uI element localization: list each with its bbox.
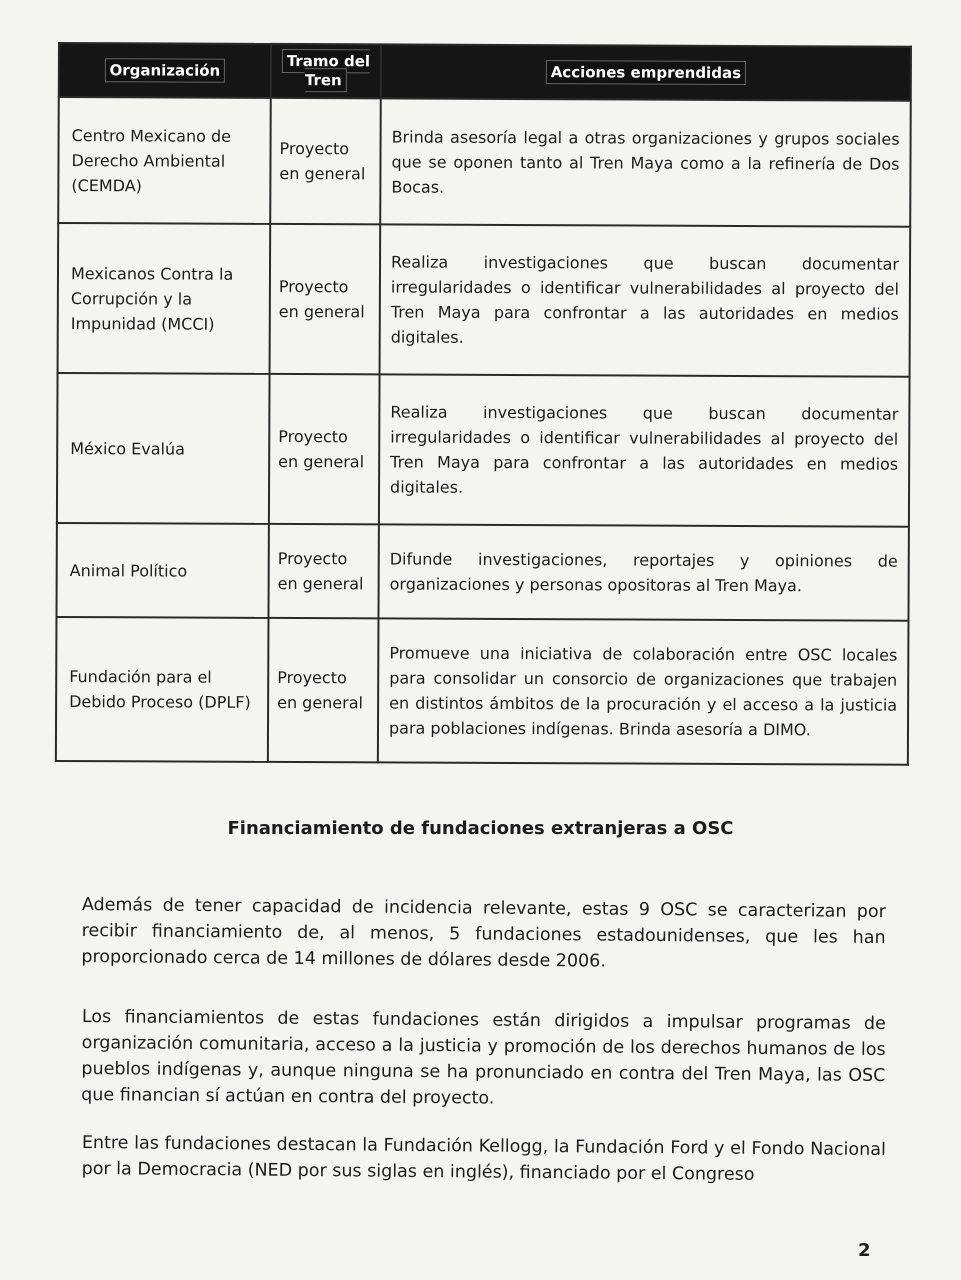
row-organizacion: Fundación para el Debido Proceso (DPLF) bbox=[56, 617, 269, 762]
row-acciones: Realiza investigaciones que buscan documentar irregularidades o identificar vulnerabilidades al proyecto del Tren Maya para confrontar a las autoridades en medios digitales. bbox=[379, 374, 910, 526]
row-tramo: Proyecto en general bbox=[269, 374, 380, 524]
table-row bbox=[58, 223, 911, 377]
table-row bbox=[58, 97, 911, 227]
row-tramo: Proyecto en general bbox=[268, 524, 378, 618]
row-organizacion: Centro Mexicano de Derecho Ambiental (CEMDA) bbox=[58, 97, 271, 224]
header-organizacion: Organización bbox=[59, 43, 271, 98]
row-acciones: Realiza investigaciones que buscan documentar irregularidades o identificar vulnerabilidades al proyecto del Tren Maya para confrontar a las autoridades en medios digitales. bbox=[380, 224, 911, 376]
row-tramo: Proyecto en general bbox=[268, 618, 379, 762]
row-tramo: Proyecto en general bbox=[270, 98, 381, 224]
row-organizacion: Animal Político bbox=[56, 523, 268, 618]
header-tramo: Tramo del Tren bbox=[271, 44, 381, 98]
row-acciones: Difunde investigaciones, reportajes y opiniones de organizaciones y personas opositoras al Tren Maya. bbox=[378, 524, 908, 620]
row-acciones: Brinda asesoría legal a otras organizaciones y grupos sociales que se oponen tanto al Tren Maya como a la refinería de Dos Bocas. bbox=[380, 98, 911, 226]
organizations-table bbox=[55, 42, 912, 766]
header-acciones: Acciones emprendidas bbox=[381, 44, 911, 100]
paragraph: Los financiamientos de estas fundaciones están dirigidos a impulsar programas de organización comunitaria, acceso a la justicia y promoción de los derechos humanos de los pueblos indígenas y, aunque ninguna se ha pronunciado en contra del Tren Maya, las OSC que financian sí actúan en contra del proyecto. bbox=[81, 1006, 886, 1109]
table-row bbox=[56, 523, 908, 621]
table-row bbox=[56, 617, 909, 765]
table-header-row bbox=[59, 43, 911, 101]
row-tramo: Proyecto en general bbox=[270, 224, 381, 374]
section-heading: Financiamiento de fundaciones extranjeras a OSC bbox=[227, 818, 734, 839]
page-number: 2 bbox=[858, 1240, 871, 1261]
paragraph: Entre las fundaciones destacan la Fundación Kellogg, la Fundación Ford y el Fondo Nacional por la Democracia (NED por sus siglas en inglés), financiado por el Congreso bbox=[81, 1132, 886, 1185]
row-acciones: Promueve una iniciativa de colaboración entre OSC locales para consolidar un consorcio de organizaciones que trabajen en distintos ámbitos de la procuración y el acceso a la justicia para poblaciones indígenas. Brinda asesoría a DIMO. bbox=[378, 618, 909, 764]
table-row bbox=[57, 373, 910, 527]
paragraph: Además de tener capacidad de incidencia relevante, estas 9 OSC se caracterizan por recibir financiamiento de, al menos, 5 fundaciones estadounidenses, que les han proporcionado cerca de 14 millones de dólares desde 2006. bbox=[81, 894, 886, 972]
row-organizacion: Mexicanos Contra la Corrupción y la Impunidad (MCCI) bbox=[58, 223, 271, 374]
row-organizacion: México Evalúa bbox=[57, 373, 270, 524]
